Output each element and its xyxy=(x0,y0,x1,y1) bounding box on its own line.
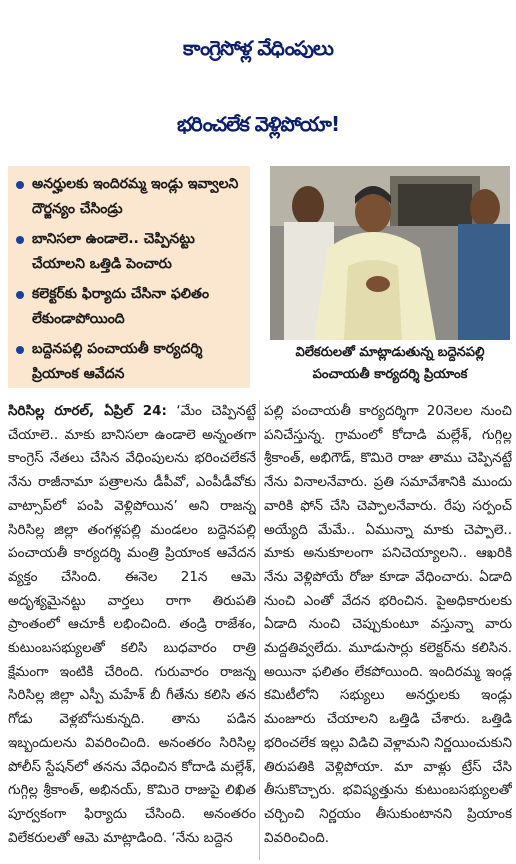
highlights-box xyxy=(8,166,250,388)
bullet-dot-icon xyxy=(16,181,24,189)
highlight-text: బద్దెనపల్లి పంచాయతీ కార్యదర్శి ప్రియాంక ఆవేదన xyxy=(32,341,203,382)
bullet-dot-icon xyxy=(16,236,24,244)
highlight-item xyxy=(16,227,244,277)
article-body-left: ‘మేం చెప్పినట్టే చేయాలె.. మాకు బానిసలా ఉండాలె అన్నంతగా కాంగ్రెస్‌ నేతలు చేసిన వేధింపులను భరించలేకనే నేను రాజీనామా పత్రాలను డీపీవో, ఎంపీడీవోకు వాట్సాప్‌లో పంపి వెళ్లిపోయిన’ అని రాజన్న సిరిసిల్ల జిల్లా తంగళ్లపల్లి మండలం బద్దెనపల్లి పంచాయతీ కార్యదర్శి మంత్రి ప్రియాంక ఆవేదన వ్యక్తం చేసింది. ఈనెల 21న ఆమె అదృశ్యమైనట్టు వార్తలు రాగా తిరుపతి ప్రాంతంలో ఆచూకీ లభించింది. తండ్రి రాజేశం, కుటుంబసభ్యులతో కలిసి బుధవారం రాత్రి క్షేమంగా ఇంటికి చేరింది. గురువారం రాజన్న సిరిసిల్ల జిల్లా ఎస్పీ మహేశ్‌ బీ గీతేను కలిసి తన గోడు వెళ్లబోసుకున్నది. తాను పడిన ఇబ్బందులను వివరించింది. అనంతరం సిరిసిల్ల పోలీస్‌ స్టేషన్‌లో తనను వేధించిన కోదాడి మల్లేశ్‌, గుగ్గిల్ల శ్రీకాంత్‌, అభినయ్‌, కొమిరె రాజుపై లిఖిత పూర్వకంగా ఫిర్యాదు చేసింది. అనంతరం విలేకరులతో ఆమె మాట్లాడింది. ‘నేను బద్దెన xyxy=(8,403,256,846)
news-photo xyxy=(270,166,510,340)
highlight-item xyxy=(16,337,244,387)
article-column-right xyxy=(264,400,512,862)
highlight-text: బానిసలా ఉండాలె.. చెప్పినట్టు చేయాలని ఒత్తిడి పెంచారు xyxy=(32,231,195,272)
headline-line-1: కాంగ్రెసోళ్ల వేధింపులు xyxy=(183,36,333,60)
article-dateline: సిరిసిల్ల రూరల్‌, ఏప్రిల్‌ 24: xyxy=(8,403,167,419)
article-body-right: పల్లి పంచాయతీ కార్యదర్శిగా 20నెలల నుంచి పనిచేస్తున్న. గ్రామంలో కోదాడి మల్లేశ్‌, గుగ్గిల్ల శ్రీకాంత్‌, అభిగౌడ్‌, కొమిరె రాజు తాము చెప్పినట్టే నేను వినాలనేవారు. ప్రతి సమావేశానికి ముందు వారికి ఫోన్‌ చేసి చెప్పాలనేవారు. రేపు సర్పంచ్‌ అయ్యేది మేమే.. ఏమున్నా మాకు చెప్పాలె.. మాకు అనుకూలంగా పనిచెయ్యాలని.. ఆఖరికి నేను వెళ్లిపోయే రోజు కూడా వేధించారు. ఏడాది నుంచి ఎంతో వేదన భరించిన. పైఅధికారులకు ఏడాది నుంచి చెప్పుకుంటూ వస్తున్నా వారు మద్దతివ్వలేదు. మూడుసార్లు కలెక్టర్‌ను కలిసిన. అయినా ఫలితం లేకపోయింది. ఇందిరమ్మ ఇండ్ల కమిటీలోని సభ్యులు అనర్హులకు ఇండ్లు మంజూరు చేయాలని ఒత్తిడి చేశారు. ఒత్తిడి భరించలేక ఇల్లు విడిచి వెళ్లామని నిర్ణయించుకుని తిరుపతికి వెళ్లిపోయా. మా వాళ్లు ట్రేస్‌ చేసి తీసుకొచ్చారు. భవిష్యత్తును కుటుంబసభ్యులతో చర్చించి నిర్ణయం తీసుకుంటానని ప్రియాంక వివరించింది. xyxy=(264,403,512,846)
bullet-dot-icon xyxy=(16,346,24,354)
highlight-text: కలెక్టర్‌కు ఫిర్యాదు చేసినా ఫలితం లేకుండాపోయింది xyxy=(32,286,210,327)
bullet-dot-icon xyxy=(16,291,24,299)
highlight-item xyxy=(16,282,244,332)
highlight-text: అనర్హులకు ఇందిరమ్మ ఇండ్లు ఇవ్వాలని దౌర్జన్యం చేసిండ్రు xyxy=(32,176,239,217)
highlight-item xyxy=(16,172,244,222)
headline-line-2: భరించలేక వెళ్లిపోయా! xyxy=(176,112,340,136)
column-divider xyxy=(259,400,260,860)
article-column-left xyxy=(8,400,256,862)
photo-caption: విలేకరులతో మాట్లాడుతున్న బద్దెనపల్లి పంచాయతీ కార్యదర్శి ప్రియాంక xyxy=(295,345,485,382)
